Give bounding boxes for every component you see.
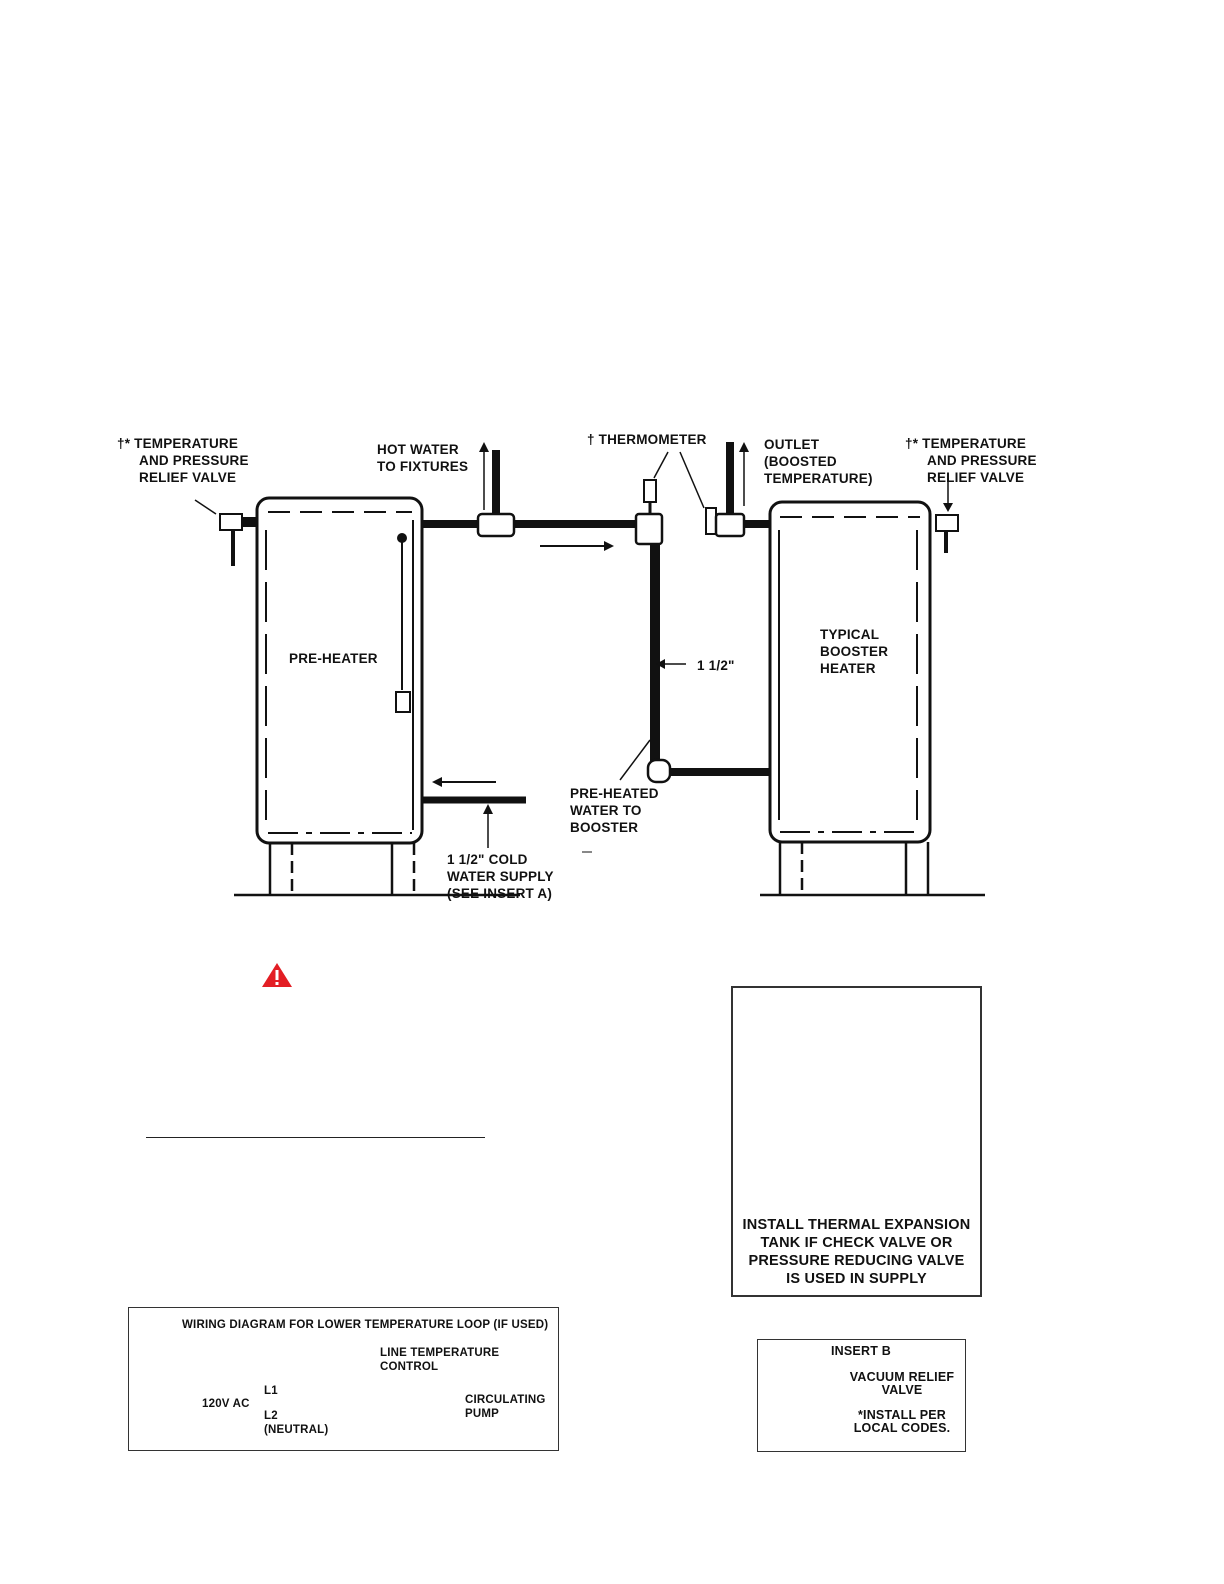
divider-line (146, 1137, 485, 1138)
voltage-label: 120V AC (202, 1398, 250, 1410)
hot-water-label: HOT WATER TO FIXTURES (377, 442, 469, 474)
pre-heater-label: PRE-HEATER (289, 651, 378, 666)
left-relief-valve (195, 500, 257, 566)
thermometer-label: † THERMOMETER (587, 432, 707, 447)
cold-water-supply-label: 1 1/2" COLD WATER SUPPLY (SEE INSERT A) (447, 852, 554, 901)
right-relief-valve (936, 478, 958, 553)
install-note-label: *INSTALL PER LOCAL CODES. (853, 1408, 951, 1435)
outlet-piping (654, 442, 770, 536)
pre-heated-water-label: PRE-HEATED WATER TO BOOSTER (570, 786, 659, 835)
expansion-tank-text: INSTALL THERMAL EXPANSION TANK IF CHECK VALVE OR PRESSURE REDUCING VALVE IS USED IN SUPPLY (742, 1217, 971, 1287)
pipe-size-label: 1 1/2" (697, 658, 735, 673)
right-relief-valve-label: †* TEMPERATURE AND PRESSURE RELIEF VALVE (905, 436, 1037, 485)
warning-icon (261, 962, 293, 988)
booster-heater-label: TYPICAL BOOSTER HEATER (820, 627, 889, 676)
vacuum-relief-label: VACUUM RELIEF VALVE (849, 1370, 955, 1397)
outlet-label: OUTLET (BOOSTED TEMPERATURE) (764, 437, 873, 486)
l2-label: L2 (NEUTRAL) (264, 1410, 329, 1436)
pre-heater-tank (257, 498, 422, 895)
left-relief-dagger: †* (117, 436, 131, 451)
left-relief-valve-label: †* TEMPERATURE AND PRESSURE RELIEF VALVE (117, 436, 249, 485)
booster-tank (770, 502, 930, 895)
line-temp-control-label: LINE TEMPERATURE CONTROL (380, 1347, 500, 1373)
l1-label: L1 (264, 1385, 278, 1397)
wiring-title: WIRING DIAGRAM FOR LOWER TEMPERATURE LOOP (IF USED) (182, 1319, 549, 1331)
circulating-pump-label: CIRCULATING PUMP (465, 1394, 546, 1420)
insert-b-title: INSERT B (831, 1344, 891, 1358)
